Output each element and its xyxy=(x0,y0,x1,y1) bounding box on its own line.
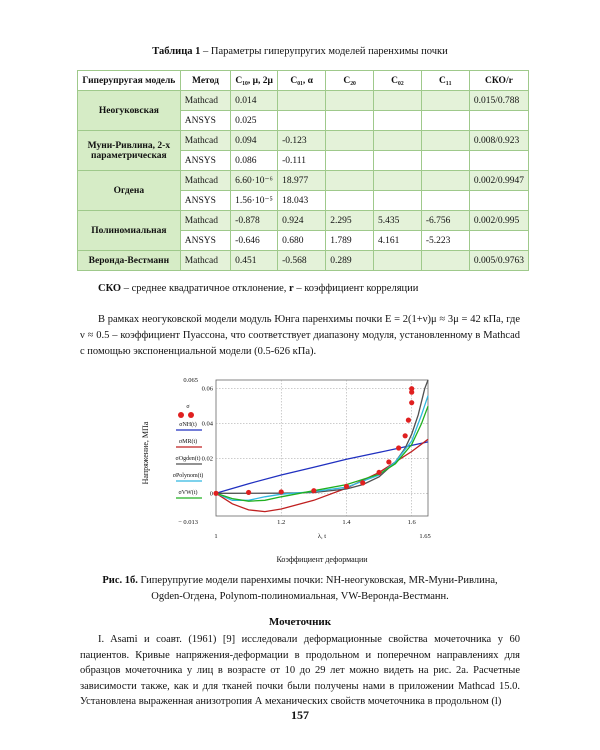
table-row xyxy=(78,171,529,191)
y-tick-label: 0.02 xyxy=(201,455,213,463)
cell-c11 xyxy=(421,111,469,131)
data-point xyxy=(360,480,365,485)
header-c20: C₂₀ xyxy=(326,71,374,91)
legend-label-5: σVW(t) xyxy=(178,490,198,496)
cell-c02 xyxy=(374,151,422,171)
section-title: Мочеточник xyxy=(268,616,332,628)
cell-c11 xyxy=(421,251,469,271)
data-point xyxy=(403,433,408,438)
cell-method: ANSYS xyxy=(180,111,230,131)
x-tick-label: 1.4 xyxy=(342,519,351,526)
model-name-cell: Муни-Ривлина, 2-х параметрическая xyxy=(78,131,181,171)
cell-c20 xyxy=(326,91,374,111)
cell-sko: 0.002/0.995 xyxy=(469,211,528,231)
y-max-label: 0.065 xyxy=(183,377,198,384)
table-header-row xyxy=(78,71,529,91)
y-tick-label: 0 xyxy=(209,490,213,498)
cell-c10: -0.878 xyxy=(231,211,278,231)
table-caption: Таблица 1 – Параметры гиперупругих моделей паренхимы почки xyxy=(152,46,448,57)
cell-c10: 0.014 xyxy=(231,91,278,111)
x-max-label: 1.65 xyxy=(419,533,431,540)
cell-c01: 18.977 xyxy=(278,171,326,191)
header-sko: СКО/r xyxy=(469,71,528,91)
cell-c01: -0.123 xyxy=(278,131,326,151)
cell-c02: 5.435 xyxy=(374,211,422,231)
cell-c01: 0.924 xyxy=(278,211,326,231)
cell-c11 xyxy=(421,131,469,151)
table-row xyxy=(78,211,529,231)
cell-c20 xyxy=(326,171,374,191)
cell-c10: 1.56·10⁻⁵ xyxy=(231,191,278,211)
cell-c11: -5.223 xyxy=(421,231,469,251)
cell-c02 xyxy=(374,111,422,131)
cell-sko: 0.015/0.788 xyxy=(469,91,528,111)
cell-c10: 0.451 xyxy=(231,251,278,271)
cell-method: Mathcad xyxy=(180,211,230,231)
data-point xyxy=(406,418,411,423)
cell-c11 xyxy=(421,191,469,211)
cell-c02 xyxy=(374,171,422,191)
legend-label-1: σNH(t) xyxy=(179,422,197,428)
cell-c10: 0.025 xyxy=(231,111,278,131)
cell-c20 xyxy=(326,131,374,151)
legend-label-2: σMR(t) xyxy=(178,439,198,445)
x-tick-label: 1.6 xyxy=(407,519,416,526)
table-row xyxy=(78,251,529,271)
cell-c10: 0.086 xyxy=(231,151,278,171)
x-min-label: 1 xyxy=(214,533,218,540)
data-point xyxy=(344,484,349,489)
cell-c20: 1.789 xyxy=(326,231,374,251)
cell-c01: 0.680 xyxy=(278,231,326,251)
cell-method: Mathcad xyxy=(180,131,230,151)
data-point xyxy=(279,489,284,494)
data-point xyxy=(376,470,381,475)
table-row xyxy=(78,91,529,111)
legend-label-3: σOgden(t) xyxy=(175,456,201,462)
data-point xyxy=(409,400,414,405)
hyperelastic-chart xyxy=(138,368,458,568)
cell-sko xyxy=(469,151,528,171)
cell-method: ANSYS xyxy=(180,191,230,211)
cell-c10: -0.646 xyxy=(231,231,278,251)
cell-sko: 0.008/0.923 xyxy=(469,131,528,151)
cell-c02 xyxy=(374,131,422,151)
cell-c11: -6.756 xyxy=(421,211,469,231)
cell-c20: 0.289 xyxy=(326,251,374,271)
y-tick-label: 0.04 xyxy=(201,420,213,428)
cell-sko xyxy=(469,111,528,131)
legend-label-4: σPolynom(t) xyxy=(172,473,204,479)
header-c01: C₀₁, α xyxy=(278,71,326,91)
data-point xyxy=(213,491,218,496)
table-row xyxy=(78,131,529,151)
y-min-label: − 0.013 xyxy=(178,519,198,526)
cell-c02 xyxy=(374,91,422,111)
cell-c01 xyxy=(278,91,326,111)
model-name-cell: Неогуковская xyxy=(78,91,181,131)
cell-c20 xyxy=(326,191,374,211)
cell-c11 xyxy=(421,151,469,171)
cell-sko xyxy=(469,191,528,211)
header-c11: C₁₁ xyxy=(421,71,469,91)
legend-marker-dot xyxy=(188,412,194,418)
paragraph-ureter: I. Asami и соавт. (1961) [9] исследовали деформационные свойства мочеточника у 60 пациентов. Кривые напряжения-деформации в продольном и поперечном направлениях для образцов мочеточника у лиц в возрасте от 10 до 29 лет можно видеть на рис. 2а. Расчетные зависимости также, как и для тканей почки были получены нами в приложении Mathcad 15.0. Установлена выраженная анизотропия А механических свойств мочеточника в продольном (l) xyxy=(80,634,520,708)
cell-c01: 18.043 xyxy=(278,191,326,211)
chart-svg xyxy=(138,368,458,568)
cell-c10: 6.60·10⁻⁶ xyxy=(231,171,278,191)
cell-c02 xyxy=(374,191,422,211)
cell-sko xyxy=(469,231,528,251)
y-axis-title: Напряжение, МПа xyxy=(141,421,150,485)
paragraph-young-modulus: В рамках неогуковской модели модуль Юнга паренхимы почки E = 2(1+ν)μ ≈ 3μ = 42 кПа, где ν ≈ 0.5 – коэффициент Пуассона, что соответствует диапазону модуля, установленному в Mathcad с помощью экспоненциальной модели (0.5-626 кПа). xyxy=(80,314,520,357)
cell-sko: 0.002/0.9947 xyxy=(469,171,528,191)
cell-c02: 4.161 xyxy=(374,231,422,251)
cell-c01 xyxy=(278,111,326,131)
header-c10: C₁₀, μ, 2μ xyxy=(231,71,278,91)
data-point xyxy=(386,459,391,464)
cell-c20: 2.295 xyxy=(326,211,374,231)
cell-method: Mathcad xyxy=(180,251,230,271)
data-point xyxy=(396,445,401,450)
header-method: Метод xyxy=(180,71,230,91)
x-axis-title: Коэффициент деформации xyxy=(276,555,368,564)
x-tick-label: 1.2 xyxy=(277,519,286,526)
cell-c11 xyxy=(421,171,469,191)
model-name-cell: Веронда-Вестманн xyxy=(78,251,181,271)
cell-method: ANSYS xyxy=(180,231,230,251)
cell-c02 xyxy=(374,251,422,271)
model-name-cell: Огдена xyxy=(78,171,181,211)
model-name-cell: Полиномиальная xyxy=(78,211,181,251)
legend-label-0: σ xyxy=(186,404,190,410)
x-var-label: λ, t xyxy=(317,533,327,540)
legend-marker-dot xyxy=(178,412,184,418)
header-model: Гиперупругая модель xyxy=(78,71,181,91)
cell-c01: -0.568 xyxy=(278,251,326,271)
cell-method: Mathcad xyxy=(180,171,230,191)
parameters-table xyxy=(77,70,529,271)
cell-c20 xyxy=(326,151,374,171)
cell-method: Mathcad xyxy=(180,91,230,111)
data-point xyxy=(246,490,251,495)
cell-sko: 0.005/0.9763 xyxy=(469,251,528,271)
table-note: СКО – среднее квадратичное отклонение, r – коэффициент корреляции xyxy=(98,283,419,294)
cell-method: ANSYS xyxy=(180,151,230,171)
page-number: 157 xyxy=(291,708,309,722)
cell-c11 xyxy=(421,91,469,111)
cell-c20 xyxy=(326,111,374,131)
data-point xyxy=(409,386,414,391)
y-tick-label: 0.06 xyxy=(201,385,213,393)
header-c02: C₀₂ xyxy=(374,71,422,91)
figure-caption: Рис. 1б. Гиперупругие модели паренхимы почки: NH-неогуковская, MR-Муни-Ривлина, Ogden-Огдена, Polynom-полиномиальная, VW-Веронда-Вестманн. xyxy=(102,575,498,602)
data-point xyxy=(311,488,316,493)
cell-c10: 0.094 xyxy=(231,131,278,151)
cell-c01: -0.111 xyxy=(278,151,326,171)
